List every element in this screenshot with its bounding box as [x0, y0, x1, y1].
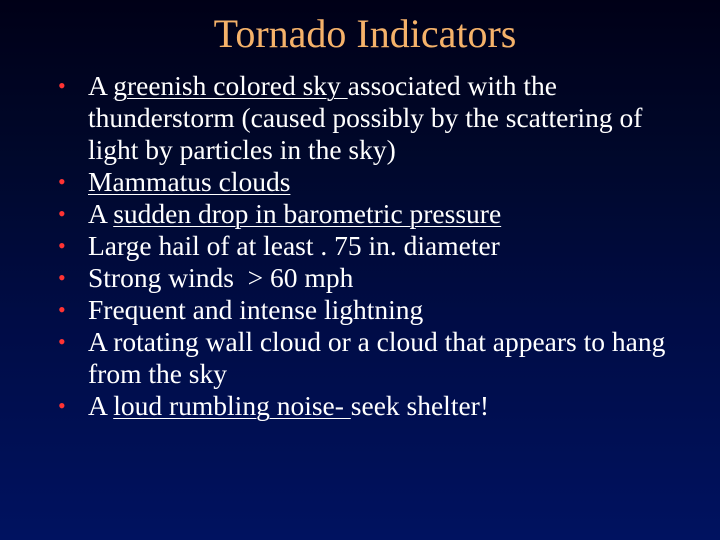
underlined-phrase: greenish colored sky	[113, 70, 348, 101]
bullet-icon: •	[58, 265, 66, 290]
underlined-phrase: Mammatus clouds	[88, 166, 291, 197]
bullet-text-suffix: seek shelter!	[350, 390, 489, 421]
bullet-item-mammatus	[52, 166, 692, 198]
bullet-item-lightning	[52, 294, 692, 326]
bullet-item-wall-cloud	[52, 326, 692, 390]
bullet-item-strong-winds	[52, 262, 692, 294]
bullet-text: Frequent and intense lightning	[88, 294, 424, 325]
bullet-list	[52, 70, 692, 422]
bullet-icon: •	[58, 297, 66, 322]
bullet-icon: •	[58, 169, 66, 194]
bullet-text-suffix: associated with the thunderstorm (caused possibly by the scattering of light by particles in the sky)	[88, 70, 643, 165]
underlined-phrase: loud rumbling noise-	[113, 390, 351, 421]
bullet-text-prefix: A	[88, 390, 114, 421]
bullet-icon: •	[58, 329, 66, 354]
bullet-text-prefix: A	[88, 198, 114, 229]
bullet-icon: •	[58, 73, 66, 98]
bullet-text: Strong winds > 60 mph	[88, 262, 354, 293]
bullet-item-greenish-sky	[52, 70, 692, 166]
slide-title: Tornado Indicators	[213, 11, 517, 56]
bullet-item-loud-noise	[52, 390, 692, 422]
bullet-text: Large hail of at least . 75 in. diameter	[88, 230, 500, 261]
underlined-phrase: sudden drop in barometric pressure	[113, 198, 502, 229]
bullet-item-pressure-drop	[52, 198, 692, 230]
bullet-icon: •	[58, 201, 66, 226]
bullet-icon: •	[58, 233, 66, 258]
bullet-item-large-hail	[52, 230, 692, 262]
bullet-text: A rotating wall cloud or a cloud that appears to hang from the sky	[88, 326, 666, 389]
bullet-text-prefix: A	[88, 70, 114, 101]
bullet-icon: •	[58, 393, 66, 418]
